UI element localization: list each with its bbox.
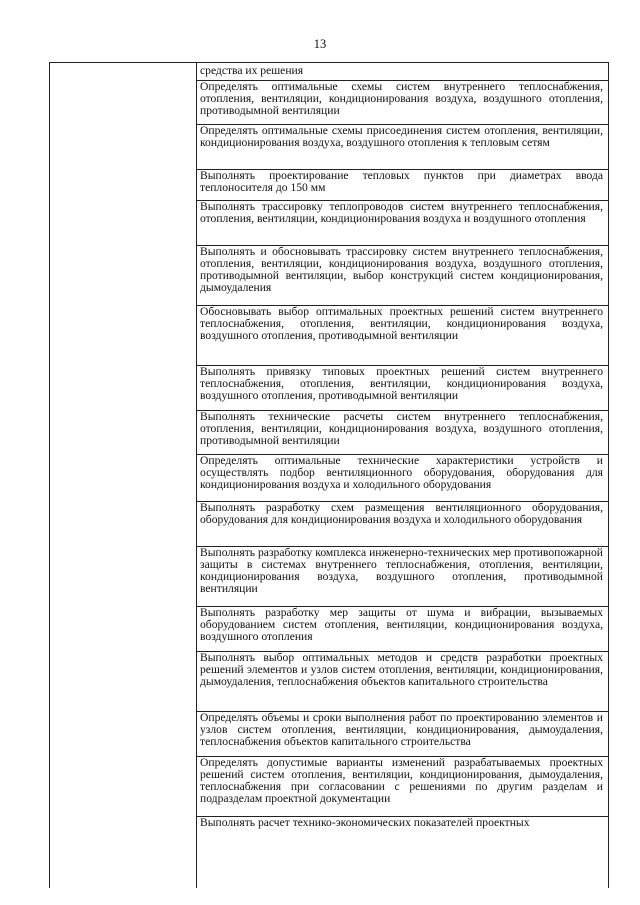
right-column	[197, 63, 608, 839]
table-row: Выполнять разработку комплекса инженерно-технических мер противопожарной защиты в системах внутреннего теплоснабжения, отопления, вентиляции, кондиционирования воздуха, воздушного отопления, противодымной вентиляции	[197, 547, 608, 607]
table-row: Выполнять проектирование тепловых пунктов при диаметрах ввода теплоносителя до 150 мм	[197, 170, 608, 201]
table-row: Определять оптимальные схемы систем внутреннего теплоснабжения, отопления, вентиляции, кондиционирования воздуха, воздушного отопления, противодымной вентиляции	[197, 81, 608, 125]
table-row: Определять оптимальные технические характеристики устройств и осуществлять подбор вентиляционного оборудования, оборудования для кондиционирования воздуха и холодильного оборудования	[197, 455, 608, 502]
table-row: Определять оптимальные схемы присоединения систем отопления, вентиляции, кондиционирования воздуха, воздушного отопления к тепловым сетям	[197, 125, 608, 170]
table-row: Выполнять трассировку теплопроводов систем внутреннего теплоснабжения, отопления, вентиляции, кондиционирования воздуха и воздушного отопления	[197, 201, 608, 246]
table-row: Выполнять и обосновывать трассировку систем внутреннего теплоснабжения, отопления, вентиляции, кондиционирования воздуха, воздушного отопления, противодымной вентиляции, выбор конструкций систем кондиционирования, дымоудаления	[197, 246, 608, 306]
table-row: Выполнять разработку мер защиты от шума и вибрации, вызываемых оборудованием систем отопления, вентиляции, кондиционирования воздуха, воздушного отопления	[197, 607, 608, 652]
table-row: Выполнять технические расчеты систем внутреннего теплоснабжения, отопления, вентиляции, кондиционирования воздуха, воздушного отопления, противодымной вентиляции	[197, 411, 608, 455]
skills-table	[49, 62, 609, 888]
table-row: Выполнять привязку типовых проектных решений систем внутреннего теплоснабжения, отопления, вентиляции, кондиционирования воздуха, воздушного отопления, противодымной вентиляции	[197, 366, 608, 411]
table-row: средства их решения	[197, 63, 608, 81]
table-row: Определять объемы и сроки выполнения работ по проектированию элементов и узлов систем отопления, вентиляции, кондиционирования, дымоудаления, теплоснабжения объектов капитального строительства	[197, 712, 608, 757]
page-number: 13	[313, 37, 327, 51]
table-row: Выполнять выбор оптимальных методов и средств разработки проектных решений элементов и узлов систем отопления, вентиляции, кондиционирования, дымоудаления, теплоснабжения объектов капитального строительства	[197, 652, 608, 712]
table-row: Определять допустимые варианты изменений разрабатываемых проектных решений систем отопления, вентиляции, кондиционирования, дымоудаления, теплоснабжения при согласовании с решениями по другим разделам и подразделам проектной документации	[197, 757, 608, 817]
left-column-cell	[50, 63, 197, 888]
table-row: Выполнять расчет технико-экономических показателей проектных	[200, 816, 530, 829]
table-row: Обосновывать выбор оптимальных проектных решений систем внутреннего теплоснабжения, отопления, вентиляции, кондиционирования воздуха, воздушного отопления, противодымной вентиляции	[197, 306, 608, 366]
table-row: Выполнять разработку схем размещения вентиляционного оборудования, оборудования для кондиционирования воздуха и холодильного оборудования	[197, 502, 608, 547]
